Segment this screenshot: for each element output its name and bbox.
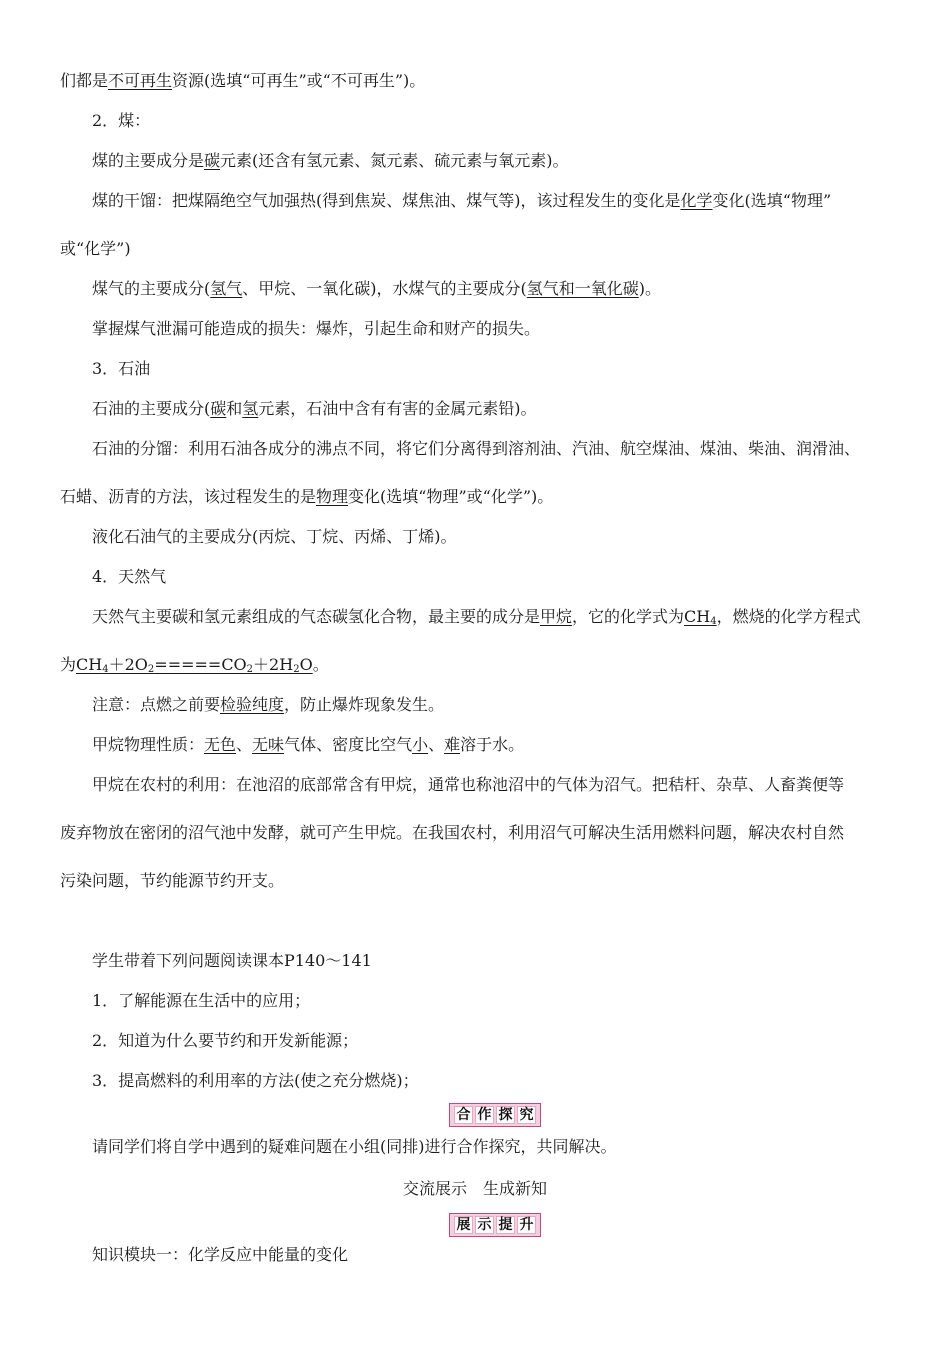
answer-blank: 检验纯度 <box>220 695 285 714</box>
list-item: 2．知道为什么要节约和开发新能源； <box>92 1031 359 1050</box>
text-line: 石油的主要成分(碳和氢元素，石油中含有有害的金属元素铅)。 <box>92 399 537 418</box>
text-line: 或“化学”) <box>60 239 131 258</box>
text-line: 污染问题，节约能源节约开支。 <box>60 871 285 890</box>
answer-blank: 不可再生 <box>108 71 173 90</box>
answer-blank: 物理 <box>316 487 349 506</box>
section-heading-gas: 4．天然气 <box>92 567 167 586</box>
answer-blank: 氢气 <box>210 279 243 298</box>
badge-char: 作 <box>475 1106 494 1124</box>
text-line: 们都是不可再生资源(选填“可再生”或“不可再生”)。 <box>60 71 426 90</box>
answer-blank: 甲烷 <box>540 607 573 626</box>
badge-char: 示 <box>475 1216 494 1234</box>
answer-blank: 氢气和一氧化碳 <box>526 279 639 298</box>
text-line: 煤气的主要成分(氢气、甲烷、一氧化碳)，水煤气的主要成分(氢气和一氧化碳)。 <box>92 279 662 298</box>
chemical-formula: $CH_4$ <box>684 607 717 627</box>
section-heading-coal: 2．煤： <box>92 111 151 130</box>
chemical-equation: $CH_4+2O_2=====CO_2+2H_2O$ <box>76 655 313 675</box>
badge-char: 提 <box>496 1216 515 1234</box>
answer-blank: 化学 <box>680 191 713 210</box>
text-line: 煤的主要成分是碳元素(还含有氢元素、氮元素、硫元素与氧元素)。 <box>92 151 569 170</box>
section-heading-oil: 3．石油 <box>92 359 151 378</box>
text-line: 煤的干馏：把煤隔绝空气加强热(得到焦炭、煤焦油、煤气等)，该过程发生的变化是化学变化(选填“物理” <box>92 191 832 210</box>
badge-char: 究 <box>517 1106 536 1124</box>
text-line: 石油的分馏：利用石油各成分的沸点不同，将它们分离得到溶剂油、汽油、航空煤油、煤油、柴油、润滑油、 <box>92 439 861 458</box>
badge-char: 探 <box>496 1106 515 1124</box>
text-line: 学生带着下列问题阅读课本P140～141 <box>92 951 372 970</box>
text-line: 甲烷在农村的利用：在池沼的底部常含有甲烷，通常也称池沼中的气体为沼气。把秸杆、杂草、人畜粪便等 <box>92 775 845 794</box>
list-item: 1．了解能源在生活中的应用； <box>92 991 311 1010</box>
answer-blank: 难 <box>444 735 461 754</box>
list-item: 3．提高燃料的利用率的方法(使之充分燃烧)； <box>92 1071 419 1090</box>
section-badge-cooperative-inquiry <box>449 1103 541 1127</box>
text-line: 知识模块一：化学反应中能量的变化 <box>92 1245 349 1264</box>
text-line: 为$CH_4+2O_2=====CO_2+2H_2O$。 <box>60 655 329 675</box>
answer-blank: 小 <box>412 735 429 754</box>
text-line: 掌握煤气泄漏可能造成的损失：爆炸，引起生命和财产的损失。 <box>92 319 541 338</box>
badge-char: 展 <box>454 1216 473 1234</box>
badge-char: 合 <box>454 1106 473 1124</box>
text-line: 废弃物放在密闭的沼气池中发酵，就可产生甲烷。在我国农村，利用沼气可解决生活用燃料问题，解决农村自然 <box>60 823 845 842</box>
section-title: 交流展示 生成新知 <box>402 1179 547 1198</box>
badge-char: 升 <box>517 1216 536 1234</box>
answer-blank: 碳 <box>210 399 227 418</box>
answer-blank: 碳 <box>204 151 221 170</box>
answer-blank: 无味 <box>252 735 285 754</box>
text-line: 石蜡、沥青的方法，该过程发生的是物理变化(选填“物理”或“化学”)。 <box>60 487 554 506</box>
answer-blank: 氢 <box>242 399 259 418</box>
text-line: 请同学们将自学中遇到的疑难问题在小组(同排)进行合作探究，共同解决。 <box>92 1137 617 1156</box>
text-line: 天然气主要碳和氢元素组成的气态碳氢化合物，最主要的成分是甲烷，它的化学式为$CH_4$，燃烧的化学方程式 <box>92 607 861 627</box>
text-line: 液化石油气的主要成分(丙烷、丁烷、丙烯、丁烯)。 <box>92 527 457 546</box>
section-badge-show-and-improve <box>449 1213 541 1237</box>
text-line: 甲烷物理性质：无色、无味气体、密度比空气小、难溶于水。 <box>92 735 525 754</box>
text-line: 注意：点燃之前要检验纯度，防止爆炸现象发生。 <box>92 695 445 714</box>
answer-blank: 无色 <box>204 735 237 754</box>
